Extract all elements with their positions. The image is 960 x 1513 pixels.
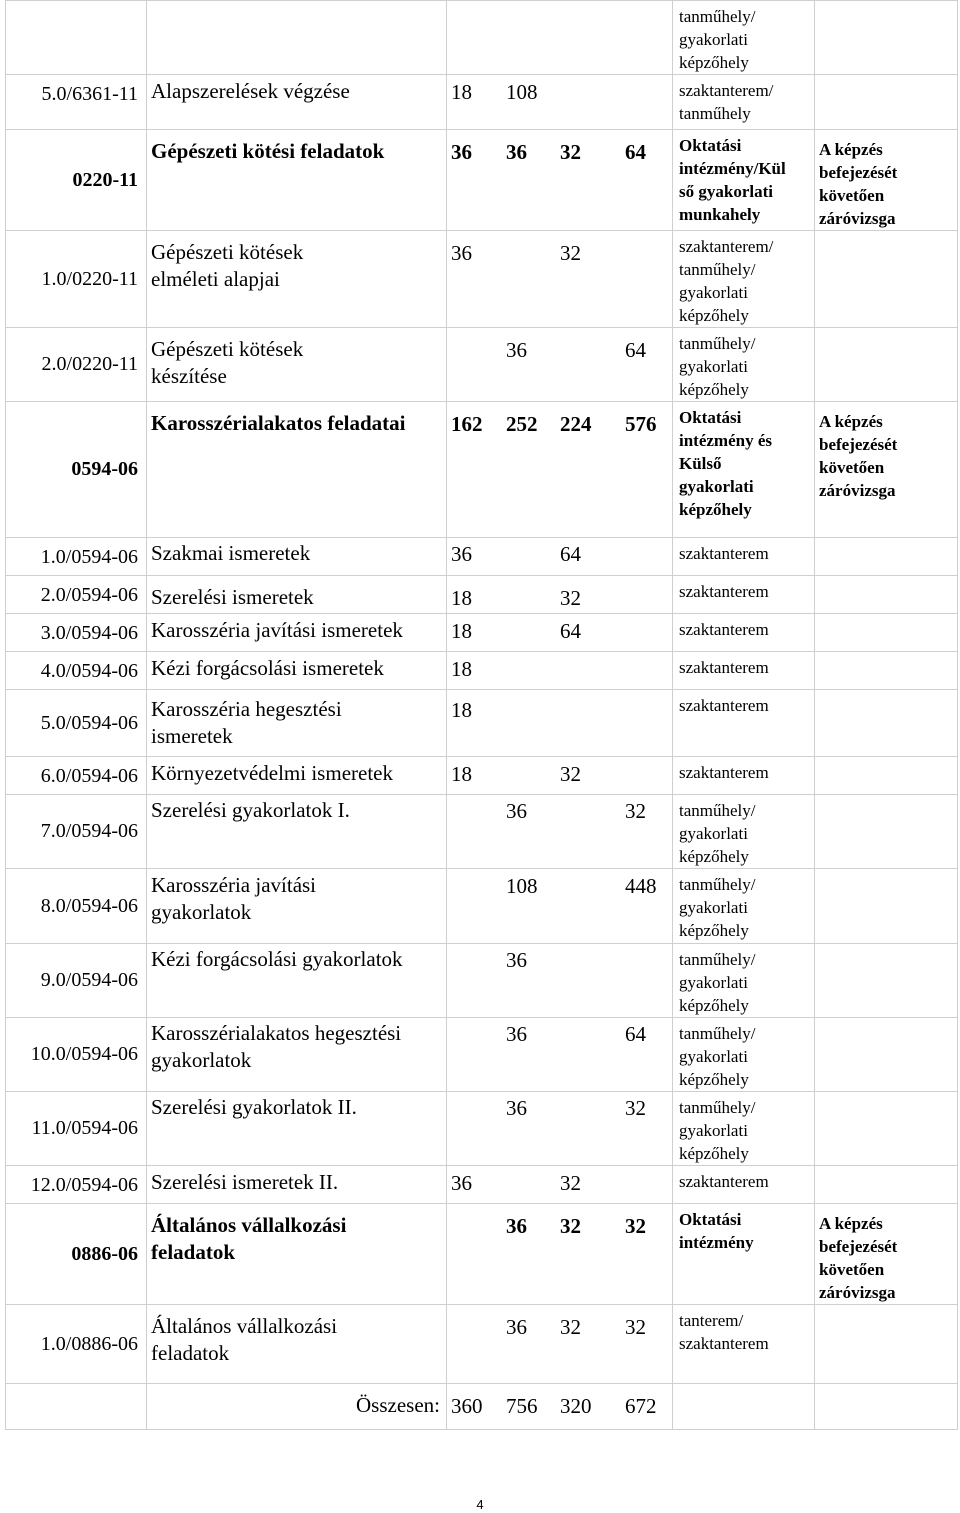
module-name: Alapszerelések végzése (147, 75, 447, 130)
training-location: szaktanterem/ tanműhely (673, 75, 815, 130)
module-name: Gépészeti kötési feladatok (147, 130, 447, 231)
training-location: szaktanterem (673, 757, 815, 795)
hours-cell (447, 1305, 673, 1384)
exam-type (815, 328, 958, 402)
hours-cell (447, 1, 673, 75)
module-code: 4.0/0594-06 (6, 652, 147, 690)
module-code: 5.0/6361-11 (6, 75, 147, 130)
table-row (6, 1018, 958, 1092)
module-name: Szerelési ismeretek II. (147, 1166, 447, 1204)
table-row (6, 130, 958, 231)
module-code: 7.0/0594-06 (6, 795, 147, 869)
training-location: tanműhely/ gyakorlati képzőhely (673, 795, 815, 869)
table-row (6, 1, 958, 75)
exam-type (815, 231, 958, 328)
module-name: Szerelési gyakorlatok I. (147, 795, 447, 869)
total-value-2: 756 (506, 1394, 538, 1418)
hours-value-1: 18 (451, 698, 472, 722)
training-location: tanműhely/ gyakorlati képzőhely (673, 1018, 815, 1092)
module-code: 8.0/0594-06 (6, 869, 147, 944)
hours-value-2: 36 (506, 799, 527, 823)
table-row (6, 75, 958, 130)
exam-type (815, 538, 958, 576)
hours-value-3: 32 (560, 762, 581, 786)
hours-value-2: 108 (506, 874, 538, 898)
hours-cell (447, 944, 673, 1018)
module-code: 1.0/0594-06 (6, 538, 147, 576)
hours-value-1: 18 (451, 586, 472, 610)
module-code: 5.0/0594-06 (6, 690, 147, 757)
exam-type (815, 614, 958, 652)
hours-value-4: 576 (625, 412, 657, 436)
training-location: tanterem/ szaktanterem (673, 1305, 815, 1384)
hours-value-4: 64 (625, 1022, 646, 1046)
module-code: 0594-06 (6, 402, 147, 538)
hours-value-3: 32 (560, 586, 581, 610)
training-location: Oktatási intézmény (673, 1204, 815, 1305)
table-row (6, 795, 958, 869)
module-name: Karosszéria javítási ismeretek (147, 614, 447, 652)
hours-cell (447, 795, 673, 869)
training-location: szaktanterem (673, 538, 815, 576)
training-location: szaktanterem (673, 576, 815, 614)
exam-type: A képzés befejezését követően záróvizsga (815, 130, 958, 231)
exam-type (815, 795, 958, 869)
hours-value-4: 64 (625, 140, 646, 164)
exam-type: A képzés befejezését követően záróvizsga (815, 1204, 958, 1305)
table-row (6, 614, 958, 652)
training-location: szaktanterem (673, 690, 815, 757)
hours-value-3: 32 (560, 241, 581, 265)
module-code: 11.0/0594-06 (6, 1092, 147, 1166)
module-name: Szerelési ismeretek (147, 576, 447, 614)
hours-value-4: 64 (625, 338, 646, 362)
hours-value-1: 36 (451, 241, 472, 265)
module-name: Szerelési gyakorlatok II. (147, 1092, 447, 1166)
module-code: 2.0/0594-06 (6, 576, 147, 614)
exam-type: A képzés befejezését követően záróvizsga (815, 402, 958, 538)
hours-cell (447, 75, 673, 130)
hours-cell (447, 652, 673, 690)
table-row (6, 757, 958, 795)
table-row (6, 944, 958, 1018)
total-place (673, 1384, 815, 1430)
table-row (6, 690, 958, 757)
hours-value-1: 36 (451, 1171, 472, 1195)
table-row (6, 869, 958, 944)
module-code (6, 1, 147, 75)
hours-cell (447, 1166, 673, 1204)
curriculum-table-body (6, 1, 958, 1430)
hours-cell (447, 1018, 673, 1092)
table-row (6, 576, 958, 614)
hours-value-1: 18 (451, 80, 472, 104)
module-name: Általános vállalkozási feladatok (147, 1204, 447, 1305)
module-code: 10.0/0594-06 (6, 1018, 147, 1092)
module-name: Gépészeti kötések elméleti alapjai (147, 231, 447, 328)
hours-value-3: 32 (560, 140, 581, 164)
hours-value-2: 36 (506, 1214, 527, 1238)
exam-type (815, 1092, 958, 1166)
table-row (6, 1166, 958, 1204)
training-location: tanműhely/ gyakorlati képzőhely (673, 328, 815, 402)
exam-type (815, 1305, 958, 1384)
hours-value-2: 36 (506, 1022, 527, 1046)
exam-type (815, 1, 958, 75)
hours-cell (447, 402, 673, 538)
hours-value-2: 36 (506, 948, 527, 972)
exam-type (815, 869, 958, 944)
hours-value-1: 18 (451, 619, 472, 643)
module-name: Gépészeti kötések készítése (147, 328, 447, 402)
hours-value-3: 32 (560, 1315, 581, 1339)
hours-cell (447, 130, 673, 231)
training-location: tanműhely/ gyakorlati képzőhely (673, 869, 815, 944)
module-name (147, 1, 447, 75)
hours-cell (447, 1092, 673, 1166)
page-number: 4 (476, 1497, 484, 1512)
training-location: tanműhely/ gyakorlati képzőhely (673, 1092, 815, 1166)
hours-value-1: 18 (451, 762, 472, 786)
hours-cell (447, 614, 673, 652)
hours-value-3: 64 (560, 542, 581, 566)
module-name: Kézi forgácsolási gyakorlatok (147, 944, 447, 1018)
hours-value-4: 32 (625, 799, 646, 823)
module-name: Karosszérialakatos hegesztési gyakorlatok (147, 1018, 447, 1092)
exam-type (815, 944, 958, 1018)
hours-cell (447, 869, 673, 944)
training-location: tanműhely/ gyakorlati képzőhely (673, 944, 815, 1018)
total-value-4: 672 (625, 1394, 657, 1418)
hours-value-3: 224 (560, 412, 592, 436)
hours-value-2: 252 (506, 412, 538, 436)
total-value-3: 320 (560, 1394, 592, 1418)
table-row (6, 652, 958, 690)
total-label: Összesen: (147, 1384, 447, 1430)
hours-value-3: 32 (560, 1171, 581, 1195)
curriculum-table (5, 0, 958, 1430)
hours-cell (447, 328, 673, 402)
hours-value-4: 32 (625, 1214, 646, 1238)
exam-type (815, 1166, 958, 1204)
exam-type (815, 757, 958, 795)
hours-value-1: 36 (451, 140, 472, 164)
training-location: Oktatási intézmény/Kül ső gyakorlati munkahely (673, 130, 815, 231)
module-code: 12.0/0594-06 (6, 1166, 147, 1204)
hours-value-1: 18 (451, 657, 472, 681)
total-value-1: 360 (451, 1394, 483, 1418)
hours-value-1: 36 (451, 542, 472, 566)
hours-value-4: 32 (625, 1096, 646, 1120)
table-row (6, 538, 958, 576)
module-code: 1.0/0220-11 (6, 231, 147, 328)
module-name: Kézi forgácsolási ismeretek (147, 652, 447, 690)
hours-value-1: 162 (451, 412, 483, 436)
exam-type (815, 1018, 958, 1092)
module-name: Környezetvédelmi ismeretek (147, 757, 447, 795)
table-row (6, 1092, 958, 1166)
module-name: Karosszéria hegesztési ismeretek (147, 690, 447, 757)
hours-cell (447, 757, 673, 795)
table-row (6, 1305, 958, 1384)
hours-cell (447, 576, 673, 614)
total-row (6, 1384, 958, 1430)
total-exam (815, 1384, 958, 1430)
module-code: 0220-11 (6, 130, 147, 231)
exam-type (815, 75, 958, 130)
table-row (6, 231, 958, 328)
module-name: Karosszéria javítási gyakorlatok (147, 869, 447, 944)
hours-value-3: 64 (560, 619, 581, 643)
module-code: 0886-06 (6, 1204, 147, 1305)
hours-cell (447, 1204, 673, 1305)
training-location: szaktanterem (673, 614, 815, 652)
exam-type (815, 652, 958, 690)
hours-value-4: 32 (625, 1315, 646, 1339)
hours-value-2: 36 (506, 1315, 527, 1339)
hours-value-2: 36 (506, 140, 527, 164)
table-row (6, 1204, 958, 1305)
module-name: Szakmai ismeretek (147, 538, 447, 576)
hours-cell (447, 231, 673, 328)
hours-value-3: 32 (560, 1214, 581, 1238)
exam-type (815, 576, 958, 614)
hours-cell (447, 538, 673, 576)
training-location: szaktanterem (673, 652, 815, 690)
module-name: Általános vállalkozási feladatok (147, 1305, 447, 1384)
training-location: tanműhely/ gyakorlati képzőhely (673, 1, 815, 75)
total-spacer (6, 1384, 147, 1430)
table-row (6, 328, 958, 402)
module-code: 6.0/0594-06 (6, 757, 147, 795)
module-code: 2.0/0220-11 (6, 328, 147, 402)
hours-value-2: 36 (506, 1096, 527, 1120)
exam-type (815, 690, 958, 757)
training-location: Oktatási intézmény és Külső gyakorlati képzőhely (673, 402, 815, 538)
table-row (6, 402, 958, 538)
hours-value-2: 108 (506, 80, 538, 104)
training-location: szaktanterem/ tanműhely/ gyakorlati képzőhely (673, 231, 815, 328)
hours-value-2: 36 (506, 338, 527, 362)
hours-cell (447, 690, 673, 757)
module-name: Karosszérialakatos feladatai (147, 402, 447, 538)
hours-value-4: 448 (625, 874, 657, 898)
total-hours (447, 1384, 673, 1430)
module-code: 9.0/0594-06 (6, 944, 147, 1018)
training-location: szaktanterem (673, 1166, 815, 1204)
module-code: 1.0/0886-06 (6, 1305, 147, 1384)
module-code: 3.0/0594-06 (6, 614, 147, 652)
